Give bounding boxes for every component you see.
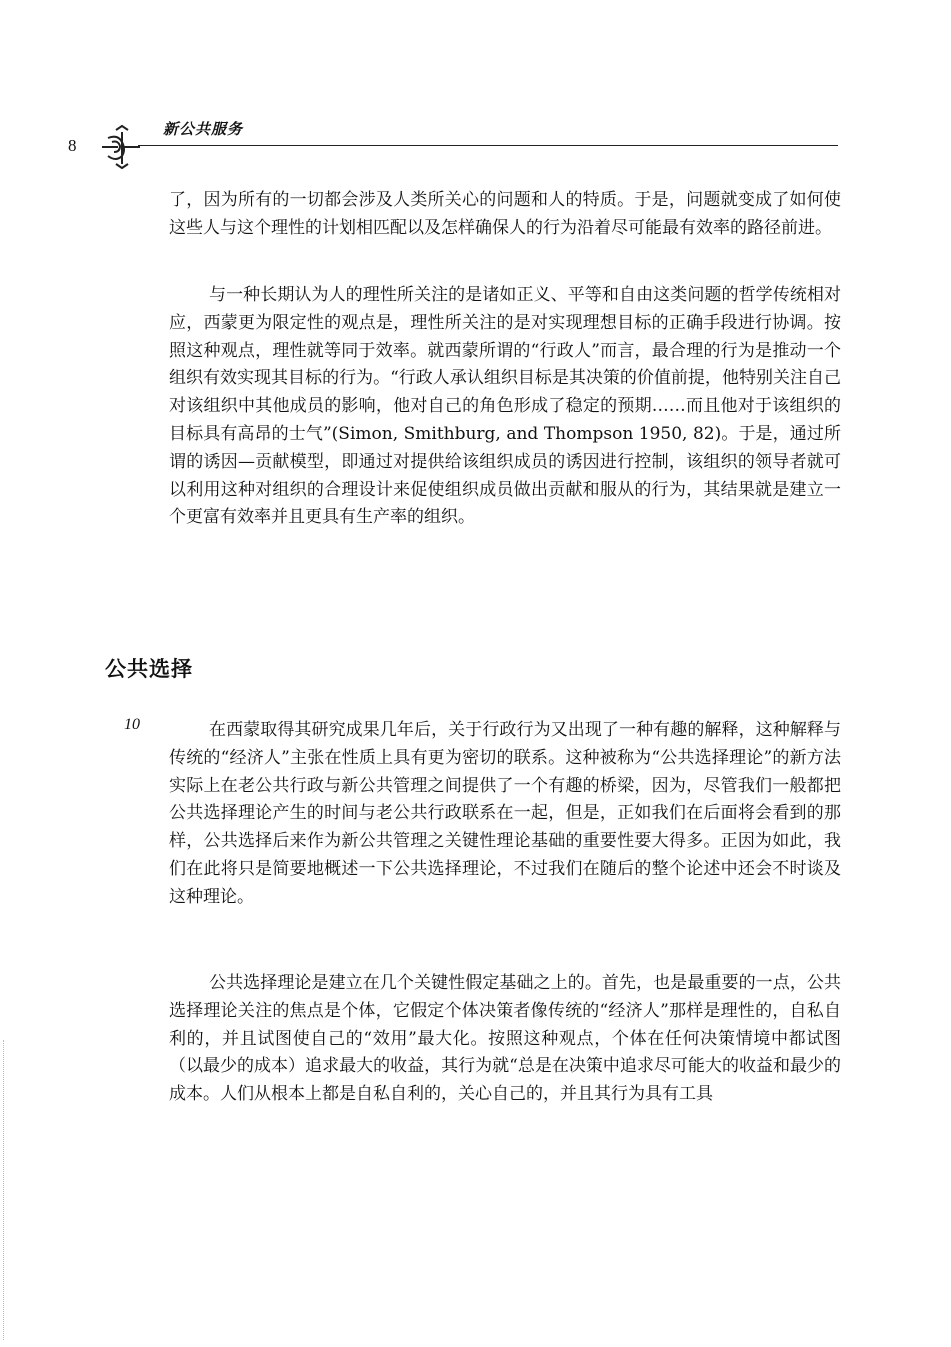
body-paragraph-2: 与一种长期认为人的理性所关注的是诸如正义、平等和自由这类问题的哲学传统相对应，西蒙更为限定性的观点是，理性所关注的是对实现理想目标的正确手段进行协调。按照这种观点，理性就等同于效率。就西蒙所谓的“行政人”而言，最合理的行为是推动一个组织有效实现其目标的行为。“行政人承认组织目标是其决策的价值前提，他特别关注自己对该组织中其他成员的影响，他对自己的角色形成了稳定的预期……而且他对于该组织的目标具有高昂的士气”(Simon, Smithburg, and Thompson 1950, 82)。于是，通过所谓的诱因—贡献模型，即通过对提供给该组织成员的诱因进行控制，该组织的领导者就可以利用这种对组织的合理设计来促使组织成员做出贡献和服从的行为，其结果就是建立一个更富有效率并且更具有生产率的组织。: [169, 285, 841, 528]
page-number: 8: [68, 136, 77, 155]
running-title: 新公共服务: [163, 120, 244, 138]
header-rule: [138, 145, 838, 146]
scan-edge-mark: [3, 1040, 4, 1340]
body-paragraph-1: 了，因为所有的一切都会涉及人类所关心的问题和人的特质。于是，问题就变成了如何使这些人与这个理性的计划相匹配以及怎样确保人的行为沿着尽可能最有效率的路径前进。: [169, 190, 841, 238]
margin-page-reference: 10: [124, 716, 140, 733]
section-paragraph-2: 公共选择理论是建立在几个关键性假定基础之上的。首先，也是最重要的一点，公共选择理论关注的焦点是个体，它假定个体决策者像传统的“经济人”那样是理性的，自私自利的，并且试图使自己的“效用”最大化。按照这种观点，个体在任何决策情境中都试图（以最少的成本）追求最大的收益，其行为就“总是在决策中追求尽可能大的收益和最少的成本。人们从根本上都是自私自利的，关心自己的，并且其行为具有工具: [169, 973, 841, 1105]
section-heading: 公共选择: [105, 657, 193, 681]
header-ornament-icon: [96, 124, 146, 170]
section-paragraph-1: 在西蒙取得其研究成果几年后，关于行政行为又出现了一种有趣的解释，这种解释与传统的“经济人”主张在性质上具有更为密切的联系。这种被称为“公共选择理论”的新方法实际上在老公共行政与新公共管理之间提供了一个有趣的桥梁，因为，尽管我们一般都把公共选择理论产生的时间与老公共行政联系在一起，但是，正如我们在后面将会看到的那样，公共选择后来作为新公共管理之关键性理论基础的重要性要大得多。正因为如此，我们在此将只是简要地概述一下公共选择理论，不过我们在随后的整个论述中还会不时谈及这种理论。: [169, 720, 841, 907]
